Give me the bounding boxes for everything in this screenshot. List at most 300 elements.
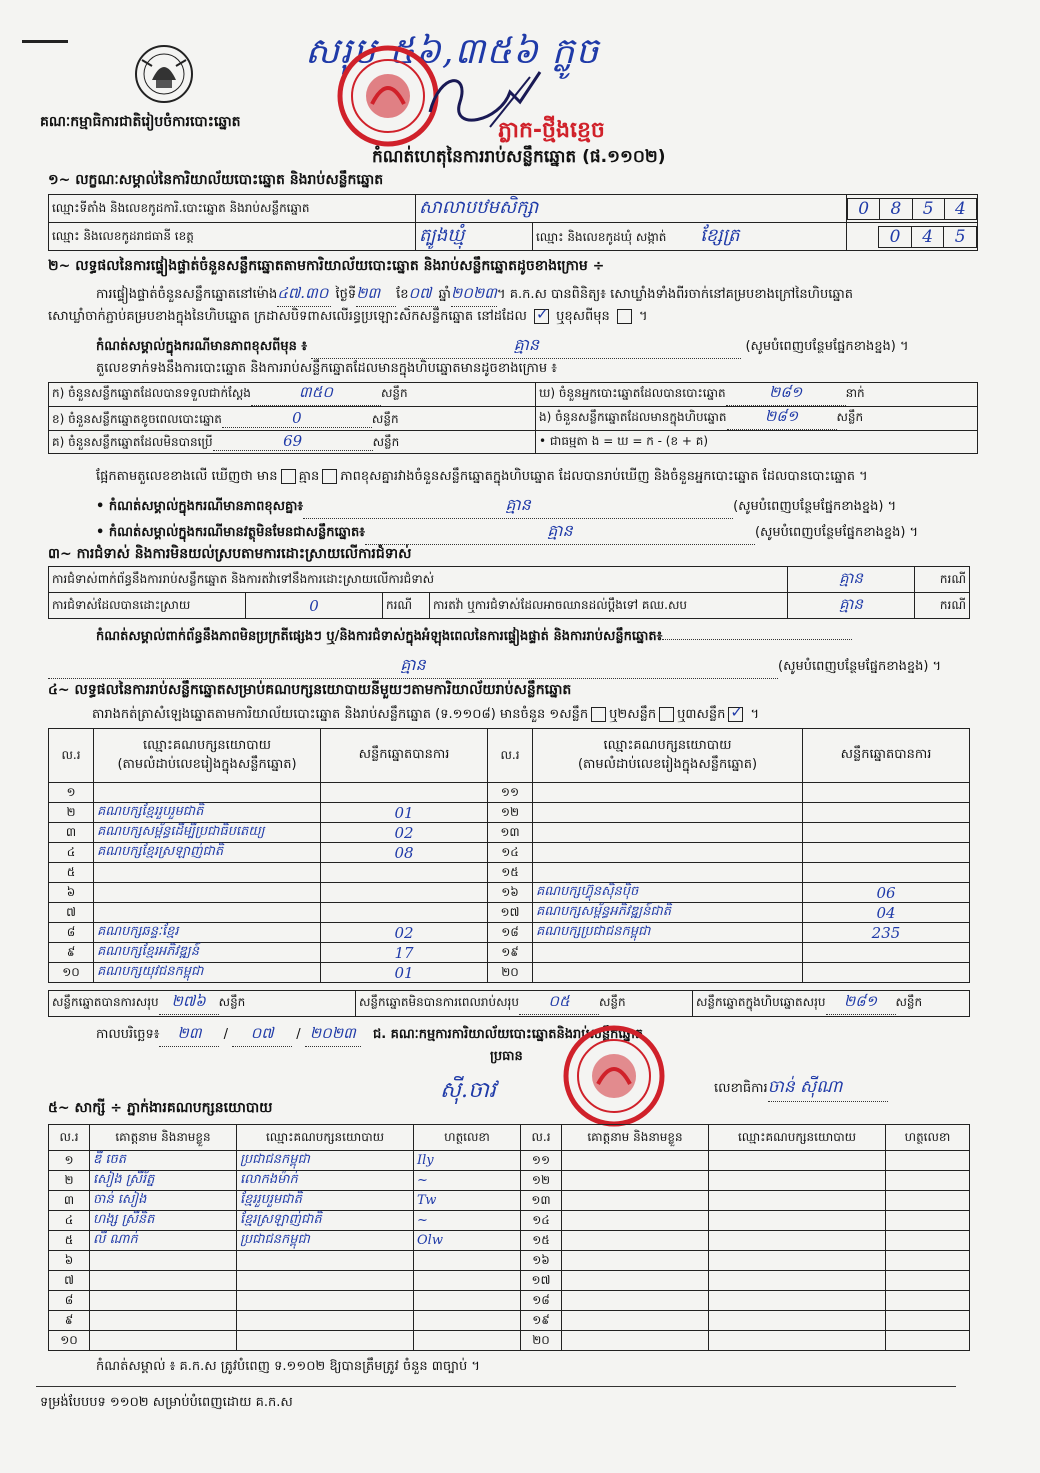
row-number: ១១ — [521, 1151, 562, 1171]
section1-table — [48, 194, 978, 251]
witness-name — [562, 1291, 709, 1311]
resolved-label: ការជំទាស់ដែលបានដោះស្រាយ — [49, 593, 246, 619]
witness-name — [562, 1211, 709, 1231]
witness-party — [237, 1271, 414, 1291]
table-row — [49, 863, 970, 883]
formula: • ជាធម្មតា ង = ឃ = ក - (ខ + គ) — [536, 431, 978, 454]
committee-label: ជ. គណៈកម្មការការិយាល័យបោះឆ្នោតនិងរាប់សន្លឹកឆ្នោត — [372, 1027, 644, 1042]
spoiled-value: 0 — [222, 409, 372, 428]
party-name — [533, 943, 803, 963]
unit: នាក់ — [845, 386, 865, 400]
time-value: ៤៧.៣០ — [277, 284, 331, 307]
totals-row — [48, 990, 970, 1017]
row-number: ១៣ — [521, 1191, 562, 1211]
one-sheet-checkbox[interactable] — [591, 707, 606, 722]
row-number: ១៣ — [488, 823, 533, 843]
witness-name: ចាន់ សៀង — [90, 1191, 237, 1211]
witness-party — [709, 1171, 886, 1191]
row-number: ៩ — [49, 943, 94, 963]
witness-party — [709, 1211, 886, 1231]
table-row — [49, 803, 970, 823]
table-row — [49, 1291, 970, 1311]
party-votes: 01 — [321, 963, 488, 983]
text: ខែ — [396, 287, 409, 302]
row-number: ១៦ — [521, 1251, 562, 1271]
row-number: ៥ — [49, 863, 94, 883]
row-number: ៨ — [49, 1291, 90, 1311]
seal-check-line: សោឃ្លាំចាក់ភ្ជាប់គម្របខាងក្នុងនៃហិបឆ្នោត ក្រដាសបិទពាសលើរន្ធប្រឡោះសិកសន្លឹកឆ្នោត នៅដដែល ✓ ឬខុសពីមុន ។ — [48, 308, 988, 327]
party-votes: 08 — [321, 843, 488, 863]
resolved-value: 0 — [246, 593, 383, 619]
party-name: គណបក្សឆន្ទៈខ្មែរ — [94, 923, 321, 943]
party-votes — [321, 903, 488, 923]
party-name — [94, 783, 321, 803]
appeal-label: ការតវ៉ា ឬការជំទាស់ដែលអាចឈានដល់ប្តឹងទៅ គឈ.សប — [430, 593, 788, 619]
code-digit: 8 — [880, 198, 912, 219]
witness-name: លី ណាក់ — [90, 1231, 237, 1251]
row-number: ៣ — [49, 823, 94, 843]
text: • កំណត់សម្គាល់ក្នុងករណីមានភាពខុសគ្នា៖ — [96, 499, 304, 514]
unit: សន្លឹក — [371, 411, 399, 426]
handwritten-total-note: សរុប ៥៦,៣៥៦ ក្លូច — [305, 31, 600, 72]
col-party: ឈ្មោះគណបក្សនយោបាយ — [237, 1125, 414, 1151]
table-row — [49, 1311, 970, 1331]
row-number: ១១ — [488, 783, 533, 803]
red-seal-stamp-bottom — [562, 1024, 666, 1128]
party-votes: 02 — [321, 823, 488, 843]
corner-mark — [22, 40, 68, 43]
witness-signature: Olw — [414, 1231, 521, 1251]
party-name — [533, 963, 803, 983]
box-total-label: សន្លឹកឆ្នោតក្នុងហិបឆ្នោតសរុប — [696, 995, 826, 1009]
col-name: គោត្តនាម និងនាមខ្លួន — [90, 1125, 237, 1151]
witness-name — [90, 1311, 237, 1331]
unit: ករណី — [915, 593, 970, 619]
party-votes: 01 — [321, 803, 488, 823]
table-row — [49, 1271, 970, 1291]
row-number: ១ — [49, 1151, 90, 1171]
witness-name: ឌី ចេត — [90, 1151, 237, 1171]
discrepancy-line — [96, 468, 986, 487]
row-number: ៦ — [49, 883, 94, 903]
party-votes — [803, 943, 970, 963]
party-name — [533, 843, 803, 863]
discrepancy-note-value: គ្មាន — [303, 494, 733, 519]
witness-table — [48, 1124, 970, 1351]
text: (សូមបំពេញបន្ថែមផ្នែកខាងខ្នង) ។ — [745, 339, 909, 354]
unit: សន្លឹក — [380, 386, 408, 400]
col-no: ល.រ — [521, 1125, 562, 1151]
party-name — [94, 903, 321, 923]
votes-table — [48, 728, 970, 983]
party-name — [533, 803, 803, 823]
row-number: ៤ — [49, 843, 94, 863]
in-box-value: ២៨១ — [727, 407, 837, 430]
table-row — [49, 963, 970, 983]
code-digit: 0 — [879, 226, 912, 247]
party-name: គណបក្សហ៊្វុនស៊ិនប៉ិច — [533, 883, 803, 903]
party-name — [533, 863, 803, 883]
table-row — [49, 1171, 970, 1191]
witness-party — [237, 1291, 414, 1311]
chair-signature: ស៊ី.ចាវ — [440, 1078, 496, 1103]
table-row — [49, 1231, 970, 1251]
row-number: ១៦ — [488, 883, 533, 903]
party-name — [533, 823, 803, 843]
code-digit: 5 — [912, 198, 944, 219]
witness-name — [562, 1151, 709, 1171]
witness-party — [709, 1331, 886, 1351]
received-value: ៣៥០ — [251, 383, 381, 406]
voters-value: ២៨១ — [726, 383, 846, 406]
witness-signature — [886, 1171, 970, 1191]
witness-name — [90, 1251, 237, 1271]
row-number: ១៧ — [488, 903, 533, 923]
two-sheet-checkbox[interactable] — [659, 707, 674, 722]
foreign-object-note — [96, 520, 976, 545]
date-year: ២០២៣ — [305, 1024, 361, 1047]
text: ថ្ងៃទី — [335, 287, 357, 302]
sheet-count-line: តារាងកត់ត្រាសំឡេងឆ្នោតតាមការិយាល័យបោះឆ្នោត និងរាប់សន្លឹកឆ្នោត (ទ.១១០៨) មានចំនួន ១សន្លឹក ឬ២សន្លឹក ឬ៣សន្លឹក✓ ។ — [92, 706, 972, 725]
text: ។ គ.ក.ស បានពិនិត្យ៖ សោឃ្លាំងទាំងពីរចាក់នៅគម្របខាងក្រៅនៃហិបឆ្នោត — [497, 287, 854, 302]
row-number: ២ — [49, 803, 94, 823]
witness-name — [562, 1231, 709, 1251]
table-row — [49, 883, 970, 903]
party-name: គណបក្សខ្មែរស្រឡាញ់ជាតិ — [94, 843, 321, 863]
complaints-label: ការជំទាស់ពាក់ព័ន្ធនឹងការរាប់សន្លឹកឆ្នោត និងការតវ៉ាទៅនឹងការដោះស្រាយលើការជំទាស់ — [49, 567, 788, 593]
witness-signature — [886, 1291, 970, 1311]
box-total-value: ២៨១ — [826, 992, 896, 1015]
row-number: ៧ — [49, 903, 94, 923]
party-name: គណបក្សខ្មែរអភិវឌ្ឍន៍ — [94, 943, 321, 963]
row-number: ១៤ — [521, 1211, 562, 1231]
table-row — [49, 1151, 970, 1171]
unit: សន្លឹក — [895, 995, 923, 1009]
text: កាលបរិច្ឆេទ៖ — [96, 1027, 160, 1042]
location-label: ឈ្មោះទីតាំង និងលេខកូដការិ.បោះឆ្នោត និងរាប់សន្លឹកឆ្នោត — [49, 195, 416, 223]
invalid-total-label: សន្លឹកឆ្នោតមិនបានការពេលរាប់សរុប — [359, 995, 519, 1009]
witness-signature — [886, 1211, 970, 1231]
party-name: គណបក្សយុវជនកម្ពុជា — [94, 963, 321, 983]
difference-note-value: គ្មាន — [311, 334, 741, 359]
party-name: គណបក្សសម្ព័ន្ធដើម្បីប្រជាធិបតេយ្យ — [94, 823, 321, 843]
code-digit: 0 — [848, 198, 880, 219]
unit: សន្លឹក — [218, 995, 246, 1009]
party-votes — [803, 863, 970, 883]
text: ឆ្នាំ — [438, 287, 451, 302]
witness-signature — [886, 1151, 970, 1171]
same-checkbox[interactable] — [534, 309, 549, 324]
nec-emblem-icon — [132, 40, 196, 106]
table-row — [49, 783, 970, 803]
irregularity-note-line2 — [48, 654, 978, 679]
chair-label: ប្រធាន — [490, 1049, 523, 1064]
col-party-sub: (តាមលំដាប់លេខរៀងក្នុងសន្លឹកឆ្នោត) — [117, 756, 297, 772]
unit: ករណី — [383, 593, 430, 619]
committee-name: គណៈកម្មាធិការជាតិរៀបចំការបោះឆ្នោត — [40, 114, 241, 130]
has-checkbox[interactable] — [281, 469, 296, 484]
section5-title: ៥~ សាក្សី ÷ ភ្នាក់ងារគណបក្សនយោបាយ — [48, 1100, 273, 1116]
form-footer: ទម្រង់បែបបទ ១១០២ សម្រាប់បំពេញដោយ គ.ក.ស — [40, 1395, 293, 1410]
party-name: គណបក្សសម្ព័ន្ធអភិវឌ្ឍន៍ជាតិ — [533, 903, 803, 923]
witness-name — [90, 1271, 237, 1291]
witness-party — [237, 1251, 414, 1271]
party-votes: 06 — [803, 883, 970, 903]
spoiled-label: ខ) ចំនួនសន្លឹកឆ្នោតខូចពេលបោះឆ្នោត — [52, 411, 222, 426]
section3-title: ៣~ ការជំទាស់ និងការមិនយល់ស្របតាមការដោះស្រាយលើការជំទាស់ — [48, 546, 412, 562]
verification-paragraph — [96, 284, 986, 307]
witness-name: សៀង ស្រីរ័ត្ន — [90, 1171, 237, 1191]
table-row — [49, 943, 970, 963]
table-row — [49, 843, 970, 863]
secretary-signature: ចាន់ ស៊ីណា — [768, 1076, 888, 1102]
voters-label: ឃ) ចំនួនអ្នកបោះឆ្នោតដែលបានបោះឆ្នោត — [539, 386, 726, 400]
witness-name — [562, 1171, 709, 1191]
text: (សូមបំពេញបន្ថែមផ្នែកខាងខ្នង) ។ — [733, 499, 897, 514]
witness-party — [709, 1291, 886, 1311]
footer-note: កំណត់សម្គាល់ ៖ គ.ក.ស ត្រូវបំពេញ ទ.១១០២ ឱ្យបានត្រឹមត្រូវ ចំនួន ៣ច្បាប់ ។ — [96, 1359, 480, 1374]
complaints-table — [48, 566, 970, 619]
table-row — [49, 1191, 970, 1211]
witness-party — [709, 1251, 886, 1271]
province-label: ឈ្មោះ និងលេខកូដរាជធានី ខេត្ត — [49, 223, 416, 251]
witness-party: ប្រជាជនកម្ពុជា — [237, 1151, 414, 1171]
col-party-sub: (តាមលំដាប់លេខរៀងក្នុងសន្លឹកឆ្នោត) — [577, 756, 758, 772]
row-number: ១៥ — [521, 1231, 562, 1251]
complaints-value: គ្មាន — [788, 567, 915, 593]
row-number: ១៩ — [488, 943, 533, 963]
col-party: ឈ្មោះគណបក្សនយោបាយ — [603, 737, 732, 753]
row-number: ១២ — [488, 803, 533, 823]
text: ផ្អែកតាមតួលេខខាងលើ ឃើញថា មាន — [96, 469, 278, 484]
code-digit: 5 — [944, 226, 977, 247]
text: ឬខុសពីមុន — [556, 309, 610, 324]
row-number: ៦ — [49, 1251, 90, 1271]
party-name — [533, 783, 803, 803]
table-row — [49, 823, 970, 843]
row-number: ១៤ — [488, 843, 533, 863]
party-name: គណបក្សខ្មែររួបរួមជាតិ — [94, 803, 321, 823]
party-votes — [321, 883, 488, 903]
party-votes — [321, 783, 488, 803]
text: ឬ៣សន្លឹក — [677, 707, 726, 722]
text: ការផ្ទៀងផ្ទាត់ចំនួនសន្លឹកឆ្នោតនៅម៉ោង — [96, 287, 278, 302]
red-name-stamp: ភ្លាក-ថ្មីងខ្មេច — [498, 118, 605, 143]
witness-name — [90, 1291, 237, 1311]
text: គ្មាន — [298, 469, 320, 484]
row-number: ២ — [49, 1171, 90, 1191]
witness-name — [562, 1191, 709, 1211]
votes-body — [49, 783, 970, 983]
row-number: ១២ — [521, 1171, 562, 1191]
text: (សូមបំពេញបន្ថែមផ្នែកខាងខ្នង) ។ — [754, 525, 919, 540]
section2-title: ២~ លទ្ធផលនៃការផ្ទៀងផ្ទាត់ចំនួនសន្លឹកឆ្នោតតាមការិយាល័យបោះឆ្នោត និងរាប់សន្លឹកឆ្នោតដូចខាងក្រោម ÷ — [48, 258, 605, 274]
difference-note-line — [96, 334, 976, 359]
unused-value: 69 — [213, 432, 373, 451]
witness-party: ប្រជាជនកម្ពុជា — [237, 1231, 414, 1251]
row-number: ១៥ — [488, 863, 533, 883]
party-name: គណបក្សប្រជាជនកម្ពុជា — [533, 923, 803, 943]
day-value: ២៣ — [356, 284, 396, 307]
code-digit: 4 — [911, 226, 944, 247]
unit: សន្លឹក — [598, 995, 626, 1009]
in-box-label: ង) ចំនួនសន្លឹកឆ្នោតដែលមានក្នុងហិបឆ្នោត — [539, 410, 727, 424]
witness-signature: Ily — [414, 1151, 521, 1171]
date-line: កាលបរិច្ឆេទ៖ ២៣ / ០៧ / ២០២៣ ជ. គណៈកម្មការការិយាល័យបោះឆ្នោតនិងរាប់សន្លឹកឆ្នោត — [96, 1024, 643, 1047]
section1-title: ១~ លក្ខណៈសម្គាល់នៃការិយាល័យបោះឆ្នោត និងរាប់សន្លឹកឆ្នោត — [48, 172, 384, 188]
invalid-total-value: ០៥ — [519, 992, 599, 1015]
code-digit: 4 — [944, 198, 976, 219]
row-number: ១០ — [49, 1331, 90, 1351]
table-row — [49, 903, 970, 923]
foreign-object-value: គ្មាន — [365, 520, 755, 545]
witness-body — [49, 1151, 970, 1351]
witness-signature: ~ — [414, 1211, 521, 1231]
irregularity-note — [96, 628, 976, 647]
row-number: ១៧ — [521, 1271, 562, 1291]
party-votes — [321, 863, 488, 883]
col-votes: សន្លឹកឆ្នោតបានការ — [803, 729, 970, 783]
text: ឬ២សន្លឹក — [609, 707, 657, 722]
witness-signature — [886, 1231, 970, 1251]
text: សោឃ្លាំចាក់ភ្ជាប់គម្របខាងក្នុងនៃហិបឆ្នោត ក្រដាសបិទពាសលើរន្ធប្រឡោះសិកសន្លឹកឆ្នោត នៅដដែល — [48, 309, 527, 324]
witness-signature: Tw — [414, 1191, 521, 1211]
table-row — [49, 1211, 970, 1231]
witness-signature: ~ — [414, 1171, 521, 1191]
col-no: ល.រ — [488, 729, 533, 783]
discrepancy-note — [96, 494, 976, 519]
row-number: ៩ — [49, 1311, 90, 1331]
valid-total-value: ២៧៦ — [159, 992, 219, 1015]
witness-name — [562, 1251, 709, 1271]
witness-signature — [414, 1291, 521, 1311]
witness-signature — [886, 1191, 970, 1211]
witness-party: លោកងម៉ាក់ — [237, 1171, 414, 1191]
col-party: ឈ្មោះគណបក្សនយោបាយ — [143, 737, 271, 753]
row-number: ១៩ — [521, 1311, 562, 1331]
date-day: ២៣ — [159, 1024, 219, 1047]
party-votes — [803, 803, 970, 823]
party-name — [94, 863, 321, 883]
row-number: ១៨ — [488, 923, 533, 943]
none-checkbox[interactable] — [322, 469, 337, 484]
witness-signature — [414, 1271, 521, 1291]
text: តារាងកត់ត្រាសំឡេងឆ្នោតតាមការិយាល័យបោះឆ្នោត និងរាប់សន្លឹកឆ្នោត (ទ.១១០៨) មានចំនួន ១សន្លឹក — [92, 707, 589, 722]
witness-party — [237, 1331, 414, 1351]
party-name — [94, 883, 321, 903]
col-no: ល.រ — [49, 1125, 90, 1151]
commune-code — [847, 226, 977, 248]
form-title: កំណត់ហេតុនៃការរាប់សន្លឹកឆ្នោត (ផ.១១០២) — [372, 147, 666, 167]
party-votes: 04 — [803, 903, 970, 923]
witness-party — [709, 1151, 886, 1171]
witness-party — [709, 1311, 886, 1331]
row-number: ១០ — [49, 963, 94, 983]
unit: សន្លឹក — [372, 435, 400, 449]
row-number: ៧ — [49, 1271, 90, 1291]
valid-total-label: សន្លឹកឆ្នោតបានការសរុប — [52, 995, 159, 1009]
witness-signature — [886, 1251, 970, 1271]
witness-signature — [414, 1251, 521, 1271]
col-party: ឈ្មោះគណបក្សនយោបាយ — [709, 1125, 886, 1151]
col-signature: ហត្ថលេខា — [886, 1125, 970, 1151]
party-votes: 02 — [321, 923, 488, 943]
table-row — [49, 923, 970, 943]
row-number: ១៨ — [521, 1291, 562, 1311]
different-checkbox[interactable] — [617, 309, 632, 324]
witness-name — [562, 1331, 709, 1351]
witness-name — [90, 1331, 237, 1351]
commune-value: ខ្សែត្រ — [700, 225, 740, 246]
irregularity-value: គ្មាន — [48, 654, 778, 679]
unused-label: គ) ចំនួនសន្លឹកឆ្នោតដែលមិនបានប្រើ — [52, 435, 213, 449]
text: កំណត់សម្គាល់ពាក់ព័ន្ធនឹងភាពមិនប្រក្រតីផ្សេងៗ ឬ/និងការជំទាស់ក្នុងអំឡុងពេលនៃការផ្ទៀងផ្ទាត់ និងការរាប់សន្លឹកឆ្នោត៖ — [96, 629, 663, 644]
party-votes: 17 — [321, 943, 488, 963]
month-value: ០៧ — [408, 284, 438, 307]
col-votes: សន្លឹកឆ្នោតបានការ — [321, 729, 488, 783]
counts-intro: តួលេខទាក់ទងនឹងការបោះឆ្នោត និងការរាប់សន្លឹកឆ្នោតដែលមានក្នុងហិបឆ្នោតមានដូចខាងក្រោម ៖ — [96, 361, 557, 376]
witness-party — [709, 1271, 886, 1291]
location-code — [847, 198, 977, 220]
table-row — [49, 1251, 970, 1271]
witness-party: ខ្មែរស្រឡាញ់ជាតិ — [237, 1211, 414, 1231]
unit: ករណី — [915, 567, 970, 593]
witness-party — [709, 1231, 886, 1251]
row-number: ៤ — [49, 1211, 90, 1231]
col-name: គោត្តនាម និងនាមខ្លួន — [562, 1125, 709, 1151]
text: ភាពខុសគ្នារវាងចំនួនសន្លឹកឆ្នោតក្នុងហិបឆ្នោត ដែលបានរាប់ឃើញ និងចំនួនអ្នកបោះឆ្នោត ដែលបានបោះឆ្នោត ។ — [340, 469, 868, 484]
commune-label: ឈ្មោះ និងលេខកូដឃុំ សង្កាត់ — [536, 230, 667, 244]
witness-name: ហង្ស ស្រីនិត — [90, 1211, 237, 1231]
text: • កំណត់សម្គាល់ក្នុងករណីមានវត្ថុមិនមែនជាសន្លឹកឆ្នោត៖ — [96, 525, 365, 540]
party-votes — [803, 823, 970, 843]
witness-party: ខ្មែររួបរួមជាតិ — [237, 1191, 414, 1211]
text: កំណត់សម្គាល់ក្នុងករណីមានភាពខុសពីមុន ៖ — [96, 339, 308, 354]
unit: សន្លឹក — [836, 410, 864, 424]
three-sheet-checkbox[interactable] — [728, 707, 743, 722]
section4-title: ៤~ លទ្ធផលនៃការរាប់សន្លឹកឆ្នោតសម្រាប់គណបក្សនយោបាយនីមួយៗតាមការិយាល័យរាប់សន្លឹកឆ្នោត — [48, 682, 572, 698]
witness-signature — [886, 1271, 970, 1291]
received-label: ក) ចំនួនសន្លឹកឆ្នោតដែលបានទទួលជាក់ស្តែង — [52, 386, 251, 400]
date-month: ០៧ — [232, 1024, 292, 1047]
witness-signature — [886, 1331, 970, 1351]
row-number: ២០ — [488, 963, 533, 983]
party-votes: 235 — [803, 923, 970, 943]
secretary-label: លេខាធិការ — [714, 1081, 768, 1096]
party-votes — [803, 963, 970, 983]
counts-table — [48, 382, 978, 454]
witness-name — [562, 1311, 709, 1331]
row-number: ២០ — [521, 1331, 562, 1351]
row-number: ៥ — [49, 1231, 90, 1251]
text: (សូមបំពេញបន្ថែមផ្នែកខាងខ្នង) ។ — [778, 659, 942, 674]
col-signature: ហត្ថលេខា — [414, 1125, 521, 1151]
witness-signature — [886, 1311, 970, 1331]
appeal-value: គ្មាន — [788, 593, 915, 619]
witness-signature — [414, 1311, 521, 1331]
row-number: ៣ — [49, 1191, 90, 1211]
party-votes — [803, 783, 970, 803]
col-no: ល.រ — [49, 729, 94, 783]
party-votes — [803, 843, 970, 863]
witness-party — [237, 1311, 414, 1331]
table-row — [49, 1331, 970, 1351]
row-number: ១ — [49, 783, 94, 803]
year-value: ២០២៣ — [451, 284, 497, 307]
row-number: ៨ — [49, 923, 94, 943]
province-value: ត្បូងឃ្មុំ — [416, 223, 533, 251]
location-value: សាលាបឋមសិក្សា — [416, 195, 847, 223]
